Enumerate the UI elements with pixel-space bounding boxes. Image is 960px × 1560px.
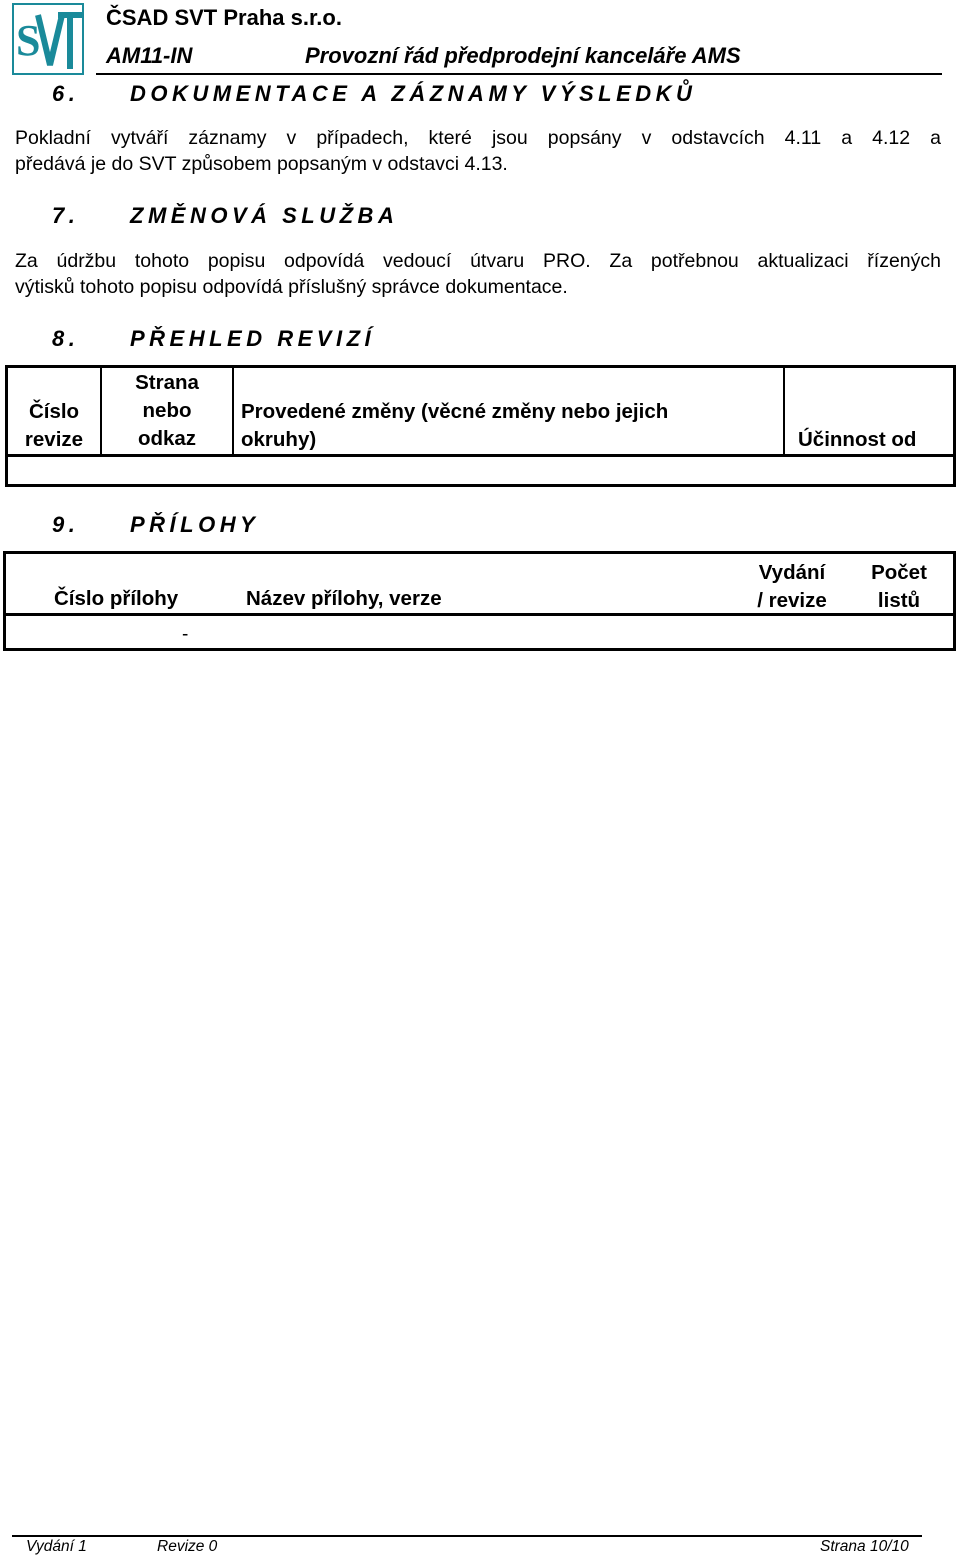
section-number: 8. <box>52 326 80 351</box>
table-cell-empty: - <box>182 624 189 645</box>
revision-table <box>5 365 956 487</box>
header-divider <box>96 73 942 75</box>
section-title: ZMĚNOVÁ SLUŽBA <box>130 203 399 228</box>
col-sheet-count: Počet listů <box>871 561 927 612</box>
footer-revision: Revize 0 <box>157 1538 218 1555</box>
section-number: 7. <box>52 203 80 228</box>
attachments-table <box>3 551 956 651</box>
col-revision-number: Číslo revize <box>24 400 84 451</box>
col-attachment-number: Číslo přílohy <box>54 587 179 610</box>
svt-logo <box>12 3 84 75</box>
svg-text:S: S <box>16 16 41 65</box>
section-title: PŘÍLOHY <box>130 512 260 537</box>
section-7-text <box>15 248 941 300</box>
footer-issue: Vydání 1 <box>26 1538 87 1555</box>
section-7-heading <box>52 203 398 229</box>
section-number: 6. <box>52 81 80 106</box>
footer-page-number: Strana 10/10 <box>820 1538 909 1555</box>
document-title: Provozní řád předprodejní kanceláře AMS <box>305 43 741 68</box>
section-number: 9. <box>52 512 80 537</box>
section-9-heading <box>52 512 259 538</box>
section-title: PŘEHLED REVIZÍ <box>130 326 376 351</box>
paragraph-line: Pokladní vytváří záznamy v případech, které jsou popsány v odstavcích 4.11 a 4.12 a <box>15 127 941 149</box>
company-name: ČSAD SVT Praha s.r.o. <box>106 5 342 30</box>
footer-divider <box>12 1535 922 1537</box>
section-8-heading <box>52 326 375 352</box>
section-6-text <box>15 125 941 177</box>
section-6-heading <box>52 81 696 107</box>
paragraph-line: výtisků tohoto popisu odpovídá příslušný správce dokumentace. <box>15 276 568 298</box>
col-page-or-reference: Strana nebo odkaz <box>135 371 199 450</box>
section-title: DOKUMENTACE A ZÁZNAMY VÝSLEDKŮ <box>130 81 697 106</box>
col-changes: Provedené změny (věcné změny nebo jejich okruhy) <box>241 400 669 451</box>
col-effective-from: Účinnost od <box>798 428 917 451</box>
col-issue-revision: Vydání / revize <box>757 561 827 612</box>
paragraph-line: předává je do SVT způsobem popsaným v odstavci 4.13. <box>15 153 508 175</box>
col-attachment-name: Název přílohy, verze <box>246 587 442 610</box>
paragraph-line: Za údržbu tohoto popisu odpovídá vedoucí útvaru PRO. Za potřebnou aktualizaci řízených <box>15 250 941 272</box>
document-code: AM11-IN <box>106 43 193 68</box>
